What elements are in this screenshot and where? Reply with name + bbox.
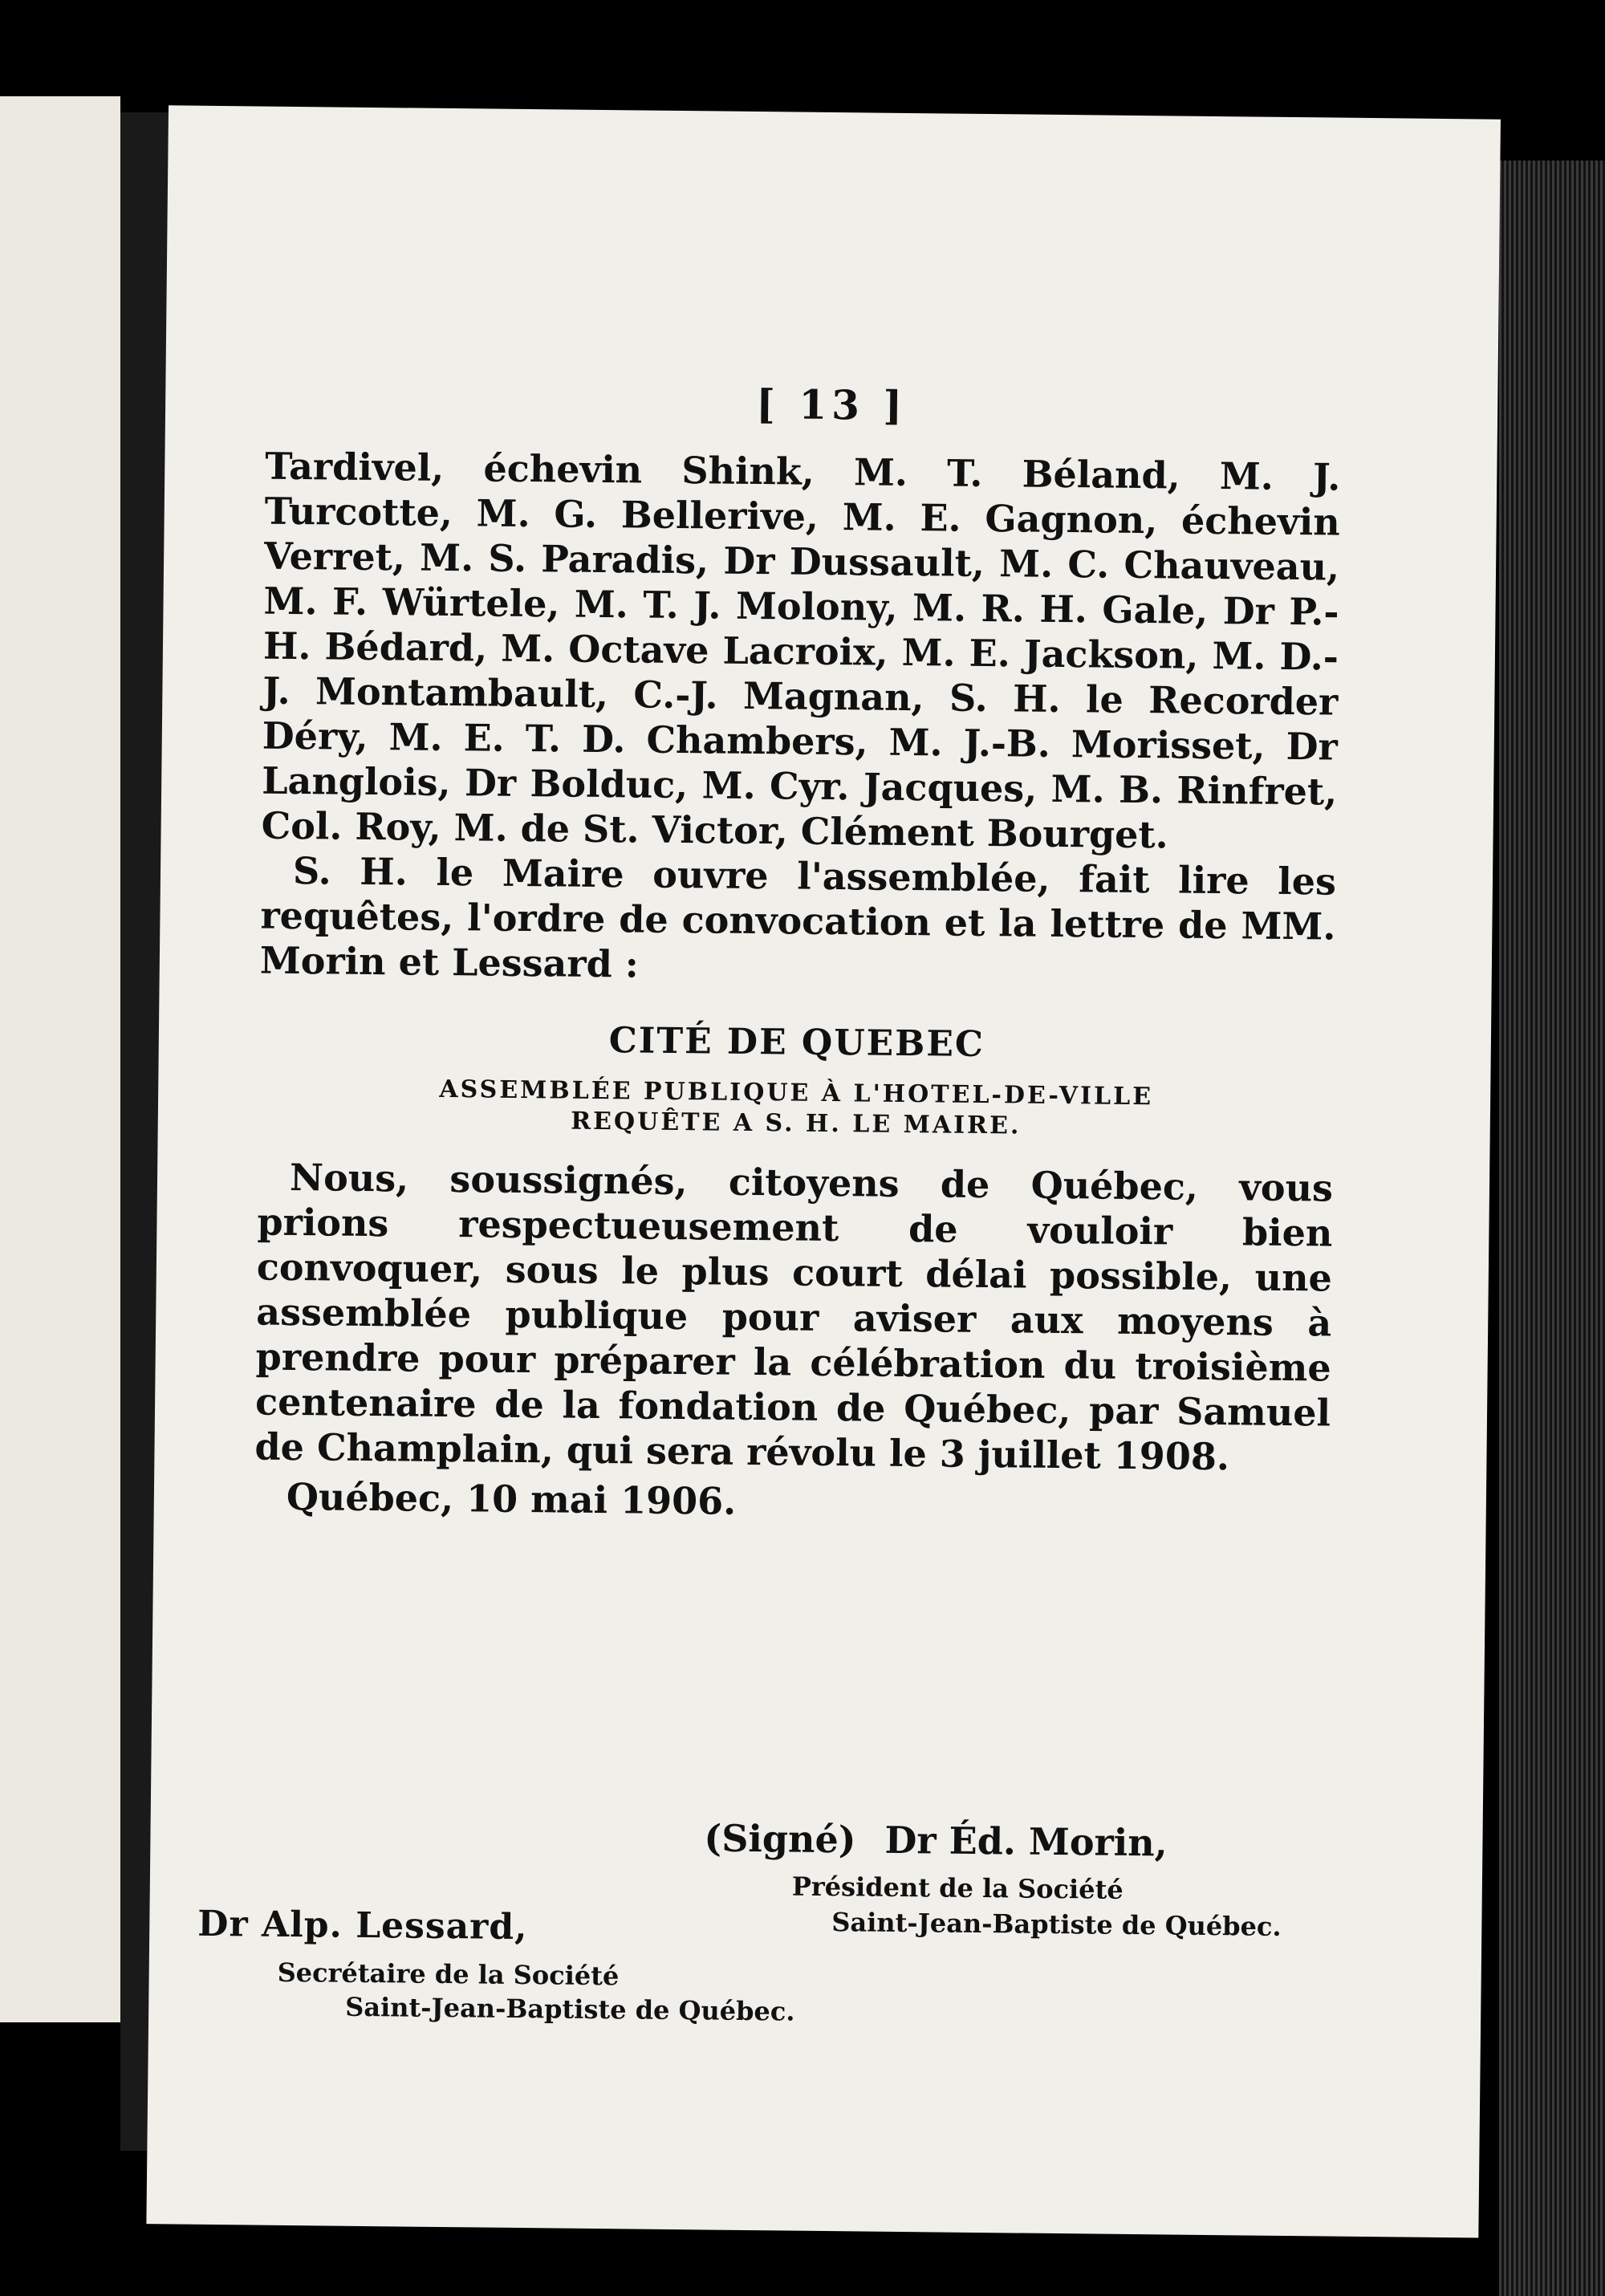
signer-1-title-line-1: Président de la Société [791, 1871, 1124, 1905]
signer-2-title-line-1: Secrétaire de la Société [277, 1957, 620, 1992]
document-page [146, 105, 1501, 2237]
page-number: [ 13 ] [756, 380, 908, 429]
body-text [254, 444, 1341, 1530]
signer-2-title-line-2: Saint-Jean-Baptiste de Québec. [345, 1991, 795, 2027]
signer-2-name: Dr Alp. Lessard, [197, 1903, 528, 1949]
date-line: Québec, 10 mai 1906. [286, 1474, 737, 1523]
section-subheading: ASSEMBLÉE PUBLIQUE À L'HOTEL-DE-VILLE [439, 1075, 1154, 1111]
signature-line [704, 1816, 1168, 1864]
signer-1-title-line-2: Saint-Jean-Baptiste de Québec. [831, 1907, 1282, 1942]
signed-label: (Signé) [704, 1816, 856, 1862]
attendees-paragraph: Tardivel, échevin Shink, M. T. Béland, M. J. Turcotte, M. G. Bellerive, M. E. Gagnon, échevin Verret, M. S. Paradis, Dr Dussault, M. C. Chauveau, M. F. Würtele, M. T. J. Molony, M. R. H. Gale, Dr P.-H. Bédard, M. Octave Lacroix, M. E. Jackson, M. D.-J. Montambault, C.-J. Magnan, S. H. le Recorder Déry, M. E. T. D. Chambers, M. J.-B. Morisset, Dr Langlois, Dr Bolduc, M. Cyr. Jacques, M. B. Rinfret, Col. Roy, M. de St. Victor, Clément Bourget. [261, 444, 1341, 857]
section-heading: CITÉ DE QUEBEC [608, 1020, 985, 1066]
opening-paragraph: S. H. le Maire ouvre l'assemblée, fait lire les requêtes, l'ordre de convocation et la lettre de MM. Morin et Lessard : [259, 848, 1337, 986]
section-subheading-request: REQUÊTE A S. H. LE MAIRE. [571, 1107, 1022, 1140]
right-page-edges [1499, 161, 1605, 2296]
adjacent-left-page [0, 96, 120, 2022]
request-paragraph: Nous, soussignés, citoyens de Québec, vous prions respectueusement de vouloir bien convoquer, sous le plus court délai possible, une assemblée publique pour aviser aux moyens à prendre pour préparer la célébration du troisième centenaire de la fondation de Québec, par Samuel de Champlain, qui sera révolu le 3 juillet 1908. [254, 1155, 1334, 1479]
signer-1-name: Dr Éd. Morin, [884, 1818, 1168, 1865]
